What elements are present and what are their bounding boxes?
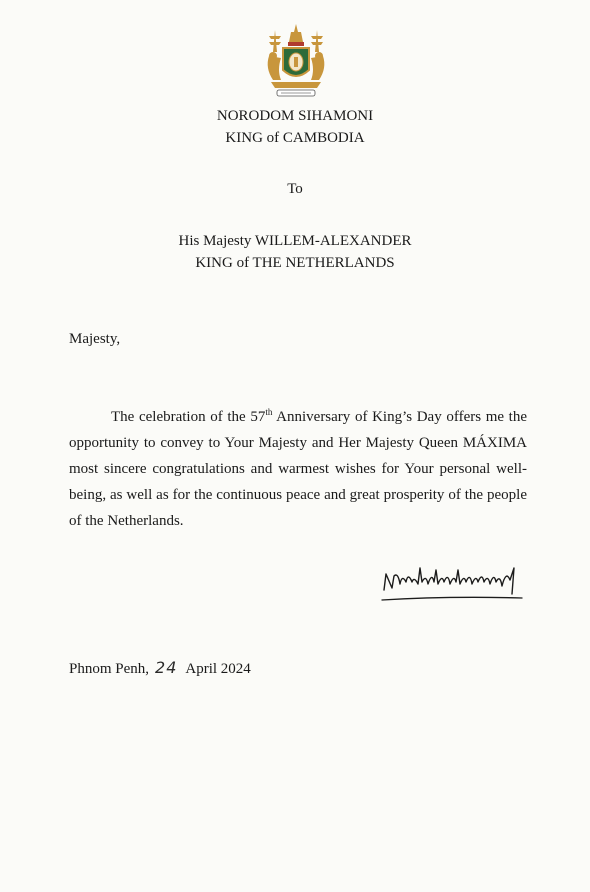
recipient-title: KING of THE NETHERLANDS <box>195 255 395 271</box>
recipient-name: His Majesty WILLEM-ALEXANDER <box>178 233 412 249</box>
handwritten-day: 24 <box>155 658 178 677</box>
handwritten-signature-icon <box>378 560 528 606</box>
sender-title: KING of CAMBODIA <box>225 130 365 146</box>
royal-arms-of-cambodia-icon <box>263 22 329 100</box>
body-text-part2: Anniversary of King’s Day offers me the opportunity to convey to Your Majesty and Her Majesty Queen MÁXIMA most sincere congratulations and warmest wishes for Your personal well-being, as well as for the continuous peace and great prosperity of the people of the Netherlands. <box>69 409 527 529</box>
to-label: To <box>287 181 303 197</box>
place-name: Phnom Penh, <box>69 661 150 677</box>
body-text-part1: The celebration of the 57 <box>111 409 266 425</box>
recipient-block <box>0 230 590 274</box>
ordinal-suffix: th <box>265 407 273 417</box>
dateline <box>69 658 251 678</box>
salutation: Majesty, <box>69 331 121 347</box>
sender-block <box>0 105 590 149</box>
sender-name: NORODOM SIHAMONI <box>216 108 374 124</box>
letter-body <box>69 404 527 534</box>
month-year: April 2024 <box>185 661 251 677</box>
